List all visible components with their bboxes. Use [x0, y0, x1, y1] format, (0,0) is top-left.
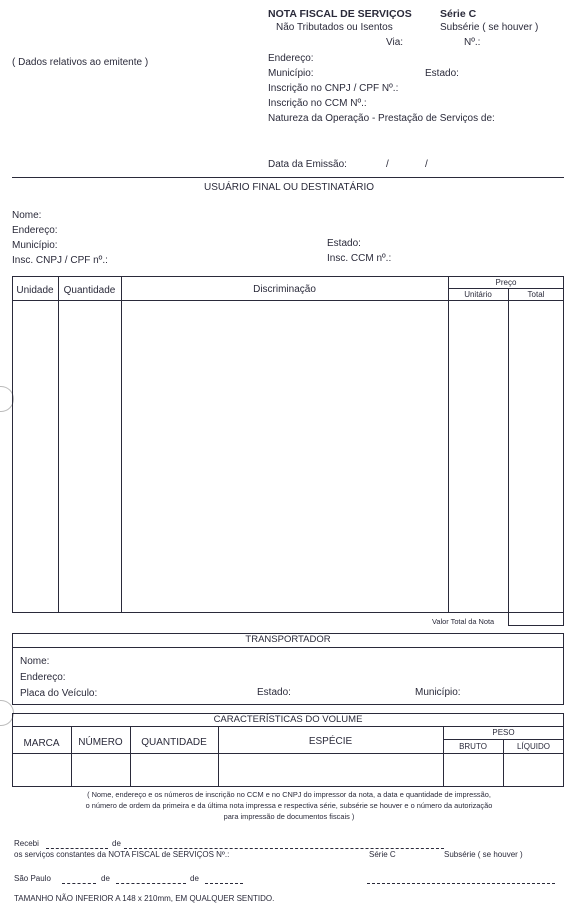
volume-header-divider	[12, 753, 564, 754]
transp-estado-label: Estado:	[257, 687, 291, 698]
emitente-note: ( Dados relativos ao emitente )	[12, 57, 149, 68]
column-divider	[448, 276, 449, 613]
col-liquido: LÍQUIDO	[517, 742, 550, 751]
numero-label: Nº.:	[464, 37, 481, 48]
col-volume-quantidade: QUANTIDADE	[141, 737, 207, 748]
dest-ccm-label: Insc. CCM nº.:	[327, 253, 392, 264]
col-discriminacao: Discriminação	[253, 284, 316, 295]
col-quantidade: Quantidade	[63, 285, 116, 296]
transp-nome-label: Nome:	[20, 656, 50, 667]
form-subtitle: Não Tributados ou Isentos	[276, 22, 393, 33]
volume-title-divider	[12, 726, 564, 727]
tamanho-note: TAMANHO NÃO INFERIOR A 148 x 210mm, EM QUALQUER SENTIDO.	[14, 894, 275, 903]
emitente-ccm-label: Inscrição no CCM Nº.:	[268, 98, 367, 109]
items-header-divider	[12, 300, 564, 301]
natureza-operacao-label: Natureza da Operação - Prestação de Serviços de:	[268, 113, 495, 124]
col-total: Total	[527, 290, 545, 299]
signature-line[interactable]	[367, 883, 555, 884]
dest-cnpj-label: Insc. CNPJ / CPF nº.:	[12, 255, 108, 266]
year-line[interactable]	[205, 883, 243, 884]
month-line[interactable]	[116, 883, 186, 884]
transp-placa-label: Placa do Veículo:	[20, 688, 98, 699]
emitente-endereco-label: Endereço:	[268, 53, 314, 64]
date-de-label: de	[190, 874, 199, 883]
items-table	[12, 276, 564, 613]
date-separator: /	[425, 159, 428, 170]
dest-estado-label: Estado:	[327, 238, 361, 249]
column-divider	[508, 288, 509, 626]
day-line[interactable]	[62, 883, 96, 884]
column-divider	[130, 726, 131, 787]
dest-nome-label: Nome:	[12, 210, 42, 221]
impressor-note-line1: ( Nome, endereço e os números de inscrição no CCM e no CNPJ do impressor da nota, a data e quantidade de impressão,	[87, 790, 491, 799]
recebi-de-label: de	[112, 839, 121, 848]
destinatario-title: USUÁRIO FINAL OU DESTINATÁRIO	[203, 182, 375, 193]
form-title: NOTA FISCAL DE SERVIÇOS	[268, 8, 412, 20]
col-unitario: Unitário	[464, 290, 492, 299]
impressor-note-line2: o número de ordem da primeira e da última nota impressa e respectiva série, subsérie se houver e o número da autorização	[85, 801, 493, 810]
recebi-line[interactable]	[46, 848, 108, 849]
emitente-cnpj-label: Inscrição no CNPJ / CPF Nº.:	[268, 83, 399, 94]
col-unidade: Unidade	[16, 285, 54, 296]
date-de-label: de	[101, 874, 110, 883]
column-divider	[121, 276, 122, 613]
col-bruto: BRUTO	[459, 742, 487, 751]
via-label: Via:	[386, 37, 404, 48]
column-divider	[71, 726, 72, 787]
preco-divider	[448, 288, 564, 289]
volume-title: CARACTERÍSTICAS DO VOLUME	[213, 714, 363, 725]
transportador-title: TRANSPORTADOR	[245, 634, 331, 645]
col-marca: MARCA	[23, 738, 60, 749]
emitente-municipio-label: Município:	[268, 68, 314, 79]
col-preco: Preço	[495, 278, 517, 287]
sao-paulo-label: São Paulo	[14, 874, 51, 883]
col-especie: ESPÉCIE	[308, 736, 353, 747]
peso-divider	[443, 739, 564, 740]
impressor-note-line3: para impressão de documentos fiscais )	[223, 812, 355, 821]
column-divider	[58, 276, 59, 613]
recebi-label: Recebi	[14, 839, 39, 848]
recebi-de-line[interactable]	[124, 848, 444, 849]
emitente-estado-label: Estado:	[425, 68, 459, 79]
date-separator: /	[386, 159, 389, 170]
receipt-subserie: Subsérie ( se houver )	[444, 850, 523, 859]
serie-label: Série C	[440, 8, 477, 20]
valor-total-label: Valor Total da Nota	[432, 617, 495, 626]
valor-total-box[interactable]	[508, 612, 564, 626]
header-divider	[12, 177, 564, 178]
dest-endereco-label: Endereço:	[12, 225, 58, 236]
col-peso: PESO	[492, 728, 515, 737]
subserie-label: Subsérie ( se houver )	[440, 22, 539, 33]
transp-endereco-label: Endereço:	[20, 672, 66, 683]
receipt-serie: Série C	[369, 850, 396, 859]
transp-municipio-label: Município:	[415, 687, 461, 698]
dest-municipio-label: Município:	[12, 240, 58, 251]
col-numero: NÚMERO	[78, 737, 123, 748]
transportador-divider	[12, 647, 564, 648]
data-emissao-label: Data da Emissão:	[268, 159, 347, 170]
servicos-label: os serviços constantes da NOTA FISCAL de SERVIÇOS Nº.:	[14, 850, 230, 859]
